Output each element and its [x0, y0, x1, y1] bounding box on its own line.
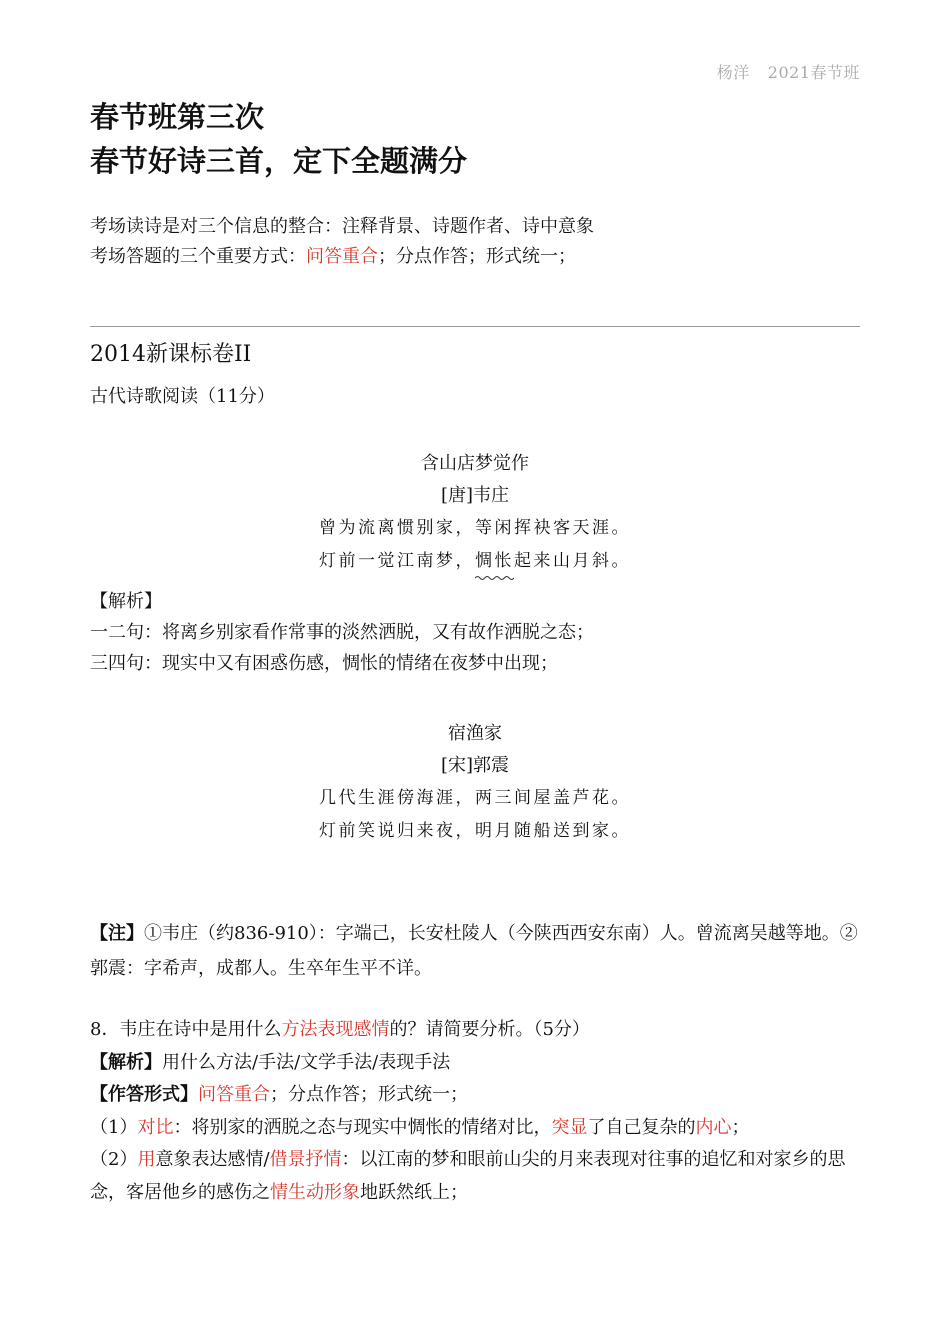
answer-point-2-text-1: 意象表达感情/ [155, 1149, 270, 1170]
poem-1-author: [唐]韦庄 [440, 485, 510, 506]
answer-point-2-key-3: 情生动形象 [270, 1181, 360, 1203]
wavy-underline-text: 惆怅 [475, 551, 514, 571]
intro-line-2 [90, 242, 576, 272]
answer-point-2-end: 地跃然纸上； [360, 1181, 468, 1203]
question-8-suffix: 的？请简要分析。（5分） [389, 1019, 590, 1040]
poem-1-line-2 [90, 545, 860, 578]
section-title: 古代诗歌阅读（11分） [90, 386, 275, 407]
page-title: 春节班第三次 [90, 100, 265, 134]
page-subtitle: 春节好诗三首，定下全题满分 [90, 144, 468, 178]
analysis-1-line-1: 一二句：将离乡别家看作常事的淡然洒脱，又有故作洒脱之态； [90, 622, 594, 643]
poem-1-title: 含山店梦觉作 [421, 453, 529, 474]
answer-point-1-text-2: 了自己复杂的 [587, 1116, 696, 1138]
intro-line-2-suffix: ；分点作答；形式统一； [378, 246, 576, 267]
poem-1-line-2-before: 灯前一觉江南梦， [319, 551, 475, 571]
header-author: 杨洋 [716, 63, 750, 82]
poem-2-author: [宋]郭震 [440, 755, 510, 776]
analysis-1-line-2: 三四句：现实中又有困惑伤感，惆怅的情绪在夜梦中出现； [90, 653, 558, 674]
poem-1 [90, 448, 860, 578]
poem-2-title: 宿渔家 [448, 723, 502, 744]
answer-form-highlight: 问答重合 [198, 1084, 270, 1105]
question-8 [90, 1014, 862, 1209]
question-8-highlight: 方法表现感情 [281, 1019, 390, 1040]
answer-point-2-text-2: ：以江南的梦和眼前山尖的月来表现对往事的追忆和对家乡的思念，客居他乡的感伤之 [90, 1149, 846, 1203]
poem-2-line-1: 几代生涯傍海涯，两三间屋盖芦花。 [319, 788, 631, 808]
answer-point-2-key-1: 用 [137, 1149, 156, 1170]
answer-point-1-end: ； [731, 1116, 750, 1138]
answer-point-2-key-2: 借景抒情 [269, 1149, 342, 1170]
intro-highlight: 问答重合 [306, 246, 378, 267]
analysis-1-label: 【解析】 [90, 591, 162, 612]
poem-1-line-2-after: 起来山月斜。 [514, 551, 631, 571]
footnote-label: 【注】 [90, 923, 144, 944]
answer-point-1-number: （1） [90, 1116, 138, 1138]
answer-form-suffix: ；分点作答；形式统一； [270, 1084, 468, 1105]
analysis-1 [90, 586, 862, 679]
question-8-prefix: 8．韦庄在诗中是用什么 [90, 1019, 282, 1040]
question-8-prompt [90, 1014, 862, 1047]
poem-2 [90, 718, 860, 848]
answer-point-1-text-1: ：将别家的洒脱之态与现实中惆怅的情绪对比， [173, 1116, 552, 1138]
header-course: 2021春节班 [767, 63, 860, 82]
question-8-analysis-text: 用什么方法/手法/文学手法/表现手法 [162, 1051, 451, 1073]
answer-form-label: 【作答形式】 [90, 1084, 198, 1105]
answer-point-2 [90, 1144, 862, 1209]
answer-point-1-key-2: 突显 [551, 1116, 588, 1138]
answer-point-1-key-1: 对比 [137, 1116, 174, 1138]
answer-point-1-key-3: 内心 [695, 1116, 732, 1138]
section-divider [90, 326, 860, 327]
answer-point-2-number: （2） [90, 1149, 138, 1170]
wavy-underline-word [475, 545, 514, 578]
header-note [717, 60, 860, 83]
poem-1-line-1: 曾为流离惯别家，等闲挥袂客天涯。 [319, 518, 631, 538]
poem-2-line-2: 灯前笑说归来夜，明月随船送到家。 [319, 821, 631, 841]
answer-point-1 [90, 1112, 862, 1145]
wavy-underline-icon [475, 575, 514, 581]
exam-title: 2014新课标卷II [90, 342, 252, 367]
intro-line-2-prefix: 考场答题的三个重要方式： [90, 246, 306, 267]
footnote-text: ①韦庄（约836-910）：字端己，长安杜陵人（今陕西西安东南）人。曾流离吴越等地。②郭震：字希声，成都人。生卒年生平不详。 [90, 923, 858, 979]
question-8-analysis-label: 【解析】 [90, 1051, 162, 1073]
question-8-answer-form [90, 1079, 862, 1112]
question-8-analysis [90, 1047, 862, 1080]
intro-line-1: 考场读诗是对三个信息的整合：注释背景、诗题作者、诗中意象 [90, 216, 594, 237]
footnote [90, 916, 862, 986]
